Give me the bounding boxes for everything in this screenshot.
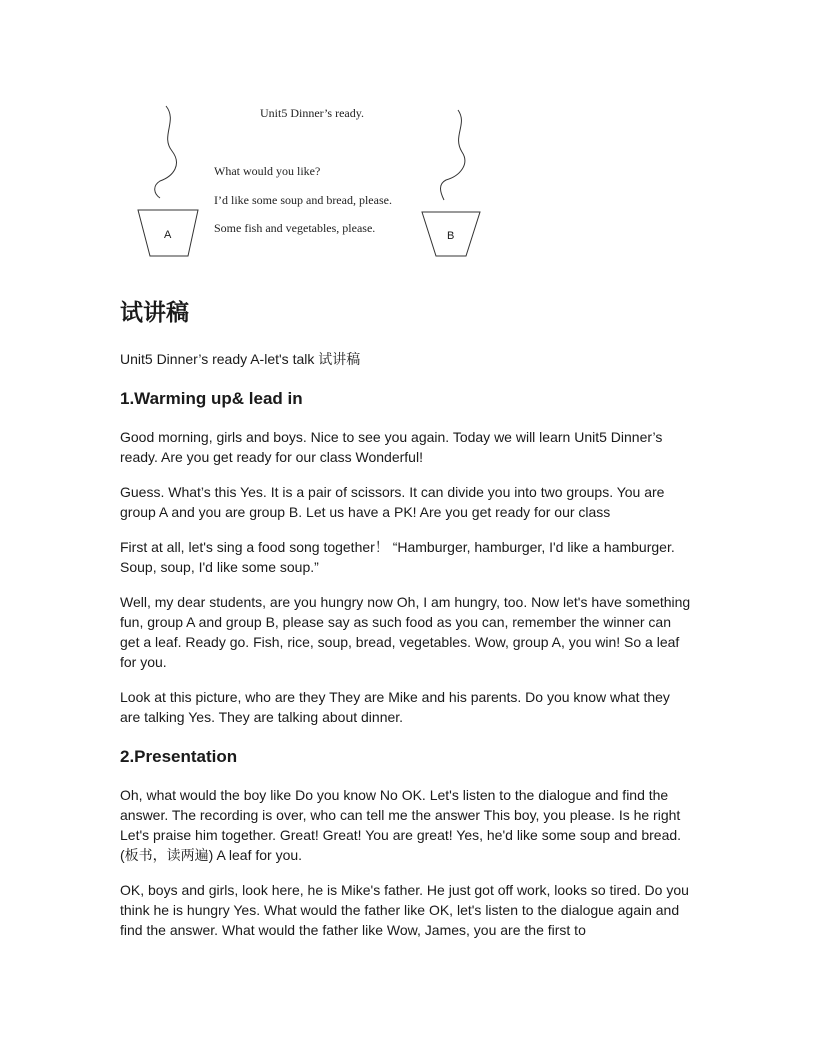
diagram-line-1: What would you like? xyxy=(214,164,321,178)
paragraph: Oh, what would the boy like Do you know No OK. Let's listen to the dialogue and find the answer. The recording is over, who can tell me the answer This boy, you please. Is he right Let's praise him together. Great! Great! You are great! Yes, he'd like some soup and bread. (板书，读两遍) A leaf for you. xyxy=(120,787,682,863)
document-subtitle: Unit5 Dinner’s ready A-let's talk 试讲稿 xyxy=(120,351,361,367)
cups-drawing xyxy=(130,96,490,266)
paragraph: First at all, let's sing a food song together！ “Hamburger, hamburger, I'd like a hamburger. Soup, soup, I'd like some soup.” xyxy=(120,539,675,575)
document-title: 试讲稿 xyxy=(120,300,189,326)
section-heading-warming-up: 1.Warming up& lead in xyxy=(120,389,303,408)
paragraph: Well, my dear students, are you hungry now Oh, I am hungry, too. Now let's have something fun, group A and group B, please say as such food as you can, remember the winner can get a leaf. Ready go. Fish, rice, soup, bread, vegetables. Wow, group A, you win! So a leaf for you. xyxy=(120,594,691,670)
paragraph: OK, boys and girls, look here, he is Mike's father. He just got off work, looks so tired. Do you think he is hungry Yes. What would the father like OK, let's listen to the dialogue again and find the answer. What would the father like Wow, James, you are the first to xyxy=(120,882,689,938)
steam-left-icon xyxy=(155,106,177,198)
paragraph: Good morning, girls and boys. Nice to see you again. Today we will learn Unit5 Dinner’s ready. Are you get ready for our class Wonderful! xyxy=(120,429,663,465)
diagram-title: Unit5 Dinner’s ready. xyxy=(260,106,364,120)
steam-right-icon xyxy=(441,110,465,200)
paragraph: Look at this picture, who are they They are Mike and his parents. Do you know what they are talking Yes. They are talking about dinner. xyxy=(120,689,670,725)
diagram-line-2: I’d like some soup and bread, please. xyxy=(214,193,392,207)
cup-right-label: B xyxy=(447,230,455,242)
document-body xyxy=(120,294,692,955)
diagram-line-3: Some fish and vegetables, please. xyxy=(214,221,376,235)
paragraph: Guess. What’s this Yes. It is a pair of scissors. It can divide you into two groups. You are group A and you are group B. Let us have a PK! Are you get ready for our class xyxy=(120,484,665,520)
blackboard-diagram xyxy=(130,96,490,266)
cup-left-label: A xyxy=(164,229,172,241)
section-heading-presentation: 2.Presentation xyxy=(120,747,238,766)
